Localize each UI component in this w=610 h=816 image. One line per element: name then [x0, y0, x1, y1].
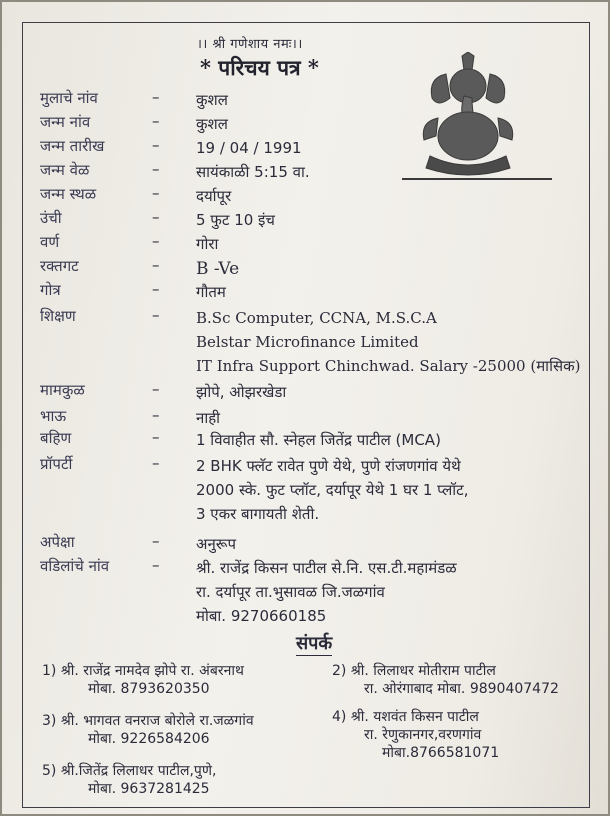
field-value [196, 232, 586, 256]
field-value-line: 2000 स्के. फुट प्लॉट, दर्यापूर येथे 1 घर 1 प्लॉट, [196, 481, 469, 499]
field-separator: – [152, 112, 160, 130]
field-separator: – [152, 160, 160, 178]
field-label: रक्तगट [40, 257, 79, 275]
field-value-line: सायंकाळी 5:15 वा. [196, 163, 310, 181]
field-value [196, 306, 586, 378]
contact-4: 4) श्री. यशवंत किसन पाटील रा. रेणुकानगर,वरणगांव मोबा.8766581071 [332, 709, 500, 762]
field-label: बहिण [40, 429, 72, 447]
field-separator: – [152, 280, 160, 298]
field-value-line: नाही [196, 409, 221, 427]
invocation-line: ।। श्री गणेशाय नमः।। [197, 37, 303, 52]
field-value-line: दर्यापूर [196, 187, 232, 205]
field-value-line: झोपे, ओझरखेडा [196, 383, 287, 401]
field-separator: – [152, 208, 160, 226]
field-label: उंची [40, 209, 62, 227]
field-separator: – [152, 556, 160, 574]
field-value-line: गौतम [196, 283, 226, 301]
field-value-line: 5 फुट 10 इंच [196, 211, 275, 229]
field-separator: – [152, 380, 160, 398]
field-value [196, 88, 586, 112]
field-label: जन्म स्थळ [40, 185, 97, 203]
field-label: जन्म वेळ [40, 161, 90, 179]
field-value-line: कुशल [196, 91, 228, 109]
field-value [196, 160, 586, 184]
field-value [196, 532, 586, 556]
field-value [196, 208, 586, 232]
field-value-line: रा. दर्यापूर ता.भुसावळ जि.जळगांव [196, 583, 385, 601]
field-value [196, 136, 586, 160]
field-label: अपेक्षा [40, 533, 75, 551]
field-label: भाऊ [40, 407, 67, 425]
paper-sheet [2, 2, 608, 814]
field-value-line: 1 विवाहीत सौ. स्नेहल जितेंद्र पाटील (MCA) [196, 431, 441, 449]
field-label: शिक्षण [40, 307, 76, 325]
field-separator: – [152, 532, 160, 550]
field-separator: – [152, 88, 160, 106]
field-label: जन्म तारीख [40, 137, 105, 155]
field-value-line: IT Infra Support Chinchwad. Salary -25000 (मासिक) [196, 357, 581, 375]
field-value [196, 112, 586, 136]
contacts-heading: संपर्क [296, 633, 333, 654]
contact-3: 3) श्री. भागवत वनराज बोरोले रा.जळगांव मोबा. 9226584206 [42, 713, 254, 748]
contact-2: 2) श्री. लिलाधर मोतीराम पाटील रा. ओरंगाबाद मोबा. 9890407472 [332, 663, 559, 698]
field-label: मामकुळ [40, 381, 85, 399]
contact-5: 5) श्री.जितेंद्र लिलाधर पाटील,पुणे, मोबा. 9637281425 [42, 763, 217, 798]
field-separator: – [152, 232, 160, 250]
field-value-line: B -Ve [196, 259, 240, 279]
field-value [196, 428, 586, 452]
field-separator: – [152, 306, 160, 324]
field-value [196, 380, 586, 404]
field-separator: – [152, 428, 160, 446]
field-value-line: 19 / 04 / 1991 [196, 139, 302, 157]
field-separator: – [152, 136, 160, 154]
contact-1: 1) श्री. राजेंद्र नामदेव झोपे रा. अंबरनाथ मोबा. 8793620350 [42, 663, 244, 698]
field-value [196, 184, 586, 208]
field-separator: – [152, 184, 160, 202]
field-value-line: अनुरूप [196, 535, 236, 553]
field-label: गोत्र [40, 281, 61, 299]
field-label: मुलाचे नांव [40, 89, 98, 107]
field-separator: – [152, 406, 160, 424]
field-value [196, 454, 586, 526]
field-value-line: श्री. राजेंद्र किसन पाटील से.नि. एस.टी.महामंडळ [196, 559, 457, 577]
field-label: प्रॉपर्टी [40, 455, 73, 473]
field-separator: – [152, 454, 160, 472]
field-value [196, 280, 586, 304]
field-separator: – [152, 256, 160, 274]
field-label: जन्म नांव [40, 113, 91, 131]
field-value-line: B.Sc Computer, CCNA, M.S.C.A [196, 309, 437, 327]
field-value-line: 3 एकर बागायती शेती. [196, 505, 320, 523]
field-value-line: गोरा [196, 235, 219, 253]
field-value-line: मोबा. 9270660185 [196, 607, 327, 625]
document-title: * परिचय पत्र * [200, 55, 319, 80]
field-value [196, 556, 586, 628]
field-value-line: Belstar Microfinance Limited [196, 333, 419, 351]
field-label: वडिलांचे नांव [40, 557, 110, 575]
field-label: वर्ण [40, 233, 60, 251]
field-value-line: कुशल [196, 115, 228, 133]
field-value-line: 2 BHK फ्लॅट रावेत पुणे येथे, पुणे रांजणगांव येथे [196, 457, 461, 475]
field-value [196, 406, 586, 430]
